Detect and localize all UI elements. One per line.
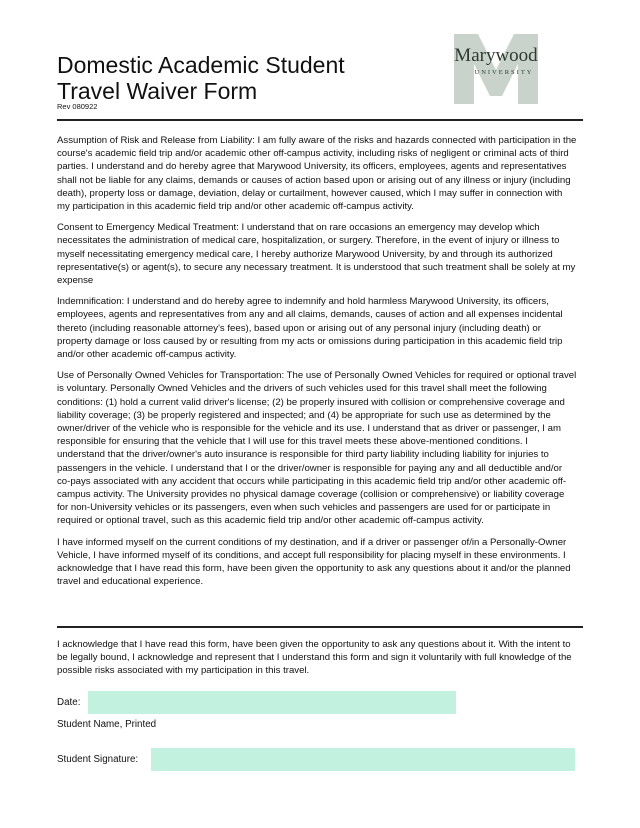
acknowledgement-paragraph: I acknowledge that I have read this form, have been given the opportunity to ask any questions about it. With the intent to be legally bound, I acknowledge and represent that I understand this form and sign it voluntarily with full knowledge of the possible risks associated with my participation in this travel. (57, 639, 572, 677)
section-text: I am fully aware of the risks and hazards connected with participation in the course's academic field trip and/or academic other off-campus activity, including risks of negligent or criminal acts of third parties. I understand and do hereby agree that Marywood University, its officers, employees, agents and representatives shall not be liable for any claims, demands or causes of action based upon or arising out of any illness or injury (including death), property loss or damage, deviation, delay or curtailment, however caused, which I may suffer in connection with my participation in this academic field trip and/or other academic off-campus activity. (57, 135, 577, 213)
logo-subtext: UNIVERSITY (474, 69, 534, 76)
logo-wordmark: Marywood (454, 45, 538, 66)
title-line-2: Travel Waiver Form (57, 78, 258, 104)
signature-label: Student Signature: (57, 754, 139, 765)
section-assumption-of-risk (57, 134, 577, 213)
revision-label: Rev 080922 (57, 102, 98, 111)
section-label: Assumption of Risk and Release from Liability: (57, 135, 255, 146)
date-field[interactable] (88, 691, 456, 714)
student-name-label: Student Name, Printed (57, 719, 157, 730)
section-text: I understand and do hereby agree to indemnify and hold harmless Marywood University, its officers, employees, agents and representatives from any and all claims, demands, causes of action and all expenses incidental thereto (including reasonable attorney's fees), based upon or arising out of any personal injury (including death) or property damage or loss caused by or resulting from my acts or omissions during participation in this academic field trip and/or other academic off-campus activity. (57, 296, 563, 361)
acknowledgement-text (57, 638, 577, 686)
section-vehicles (57, 369, 577, 527)
section-label: Consent to Emergency Medical Treatment: (57, 222, 239, 234)
section-informed (57, 536, 577, 589)
signature-field[interactable] (151, 748, 575, 771)
section-indemnification (57, 295, 577, 361)
section-text: I understand that on rare occasions an emergency may develop which necessitates the administration of medical care, hospitalization, or surgery. Therefore, in the event of injury or illness to myself necessitating emergency medical care, I hereby authorize Marywood University, by and through its authorized representative(s) or agent(s), to secure any necessary treatment. It is understood that such treatment shall be solely at my expense (57, 222, 576, 287)
title-line-1: Domestic Academic Student (57, 52, 345, 78)
page-title (57, 52, 345, 104)
section-text: The use of Personally Owned Vehicles for required or optional travel is voluntary. Personally Owned Vehicles and the drivers of such vehicles used for this travel shall meet the following conditions: (1) hold a current valid driver's license; (2) be properly insured with collision or comprehensive coverage and liability coverage; (3) be properly registered and inspected; and (4) be appropriate for such use as determined by the owner/driver of the vehicle who is responsible for the vehicle and its use. I understand that as driver or passenger, I am responsible for ensuring that the vehicle that I will use for this travel meets these above-mentioned conditions. I understand that the driver/owner's auto insurance is responsible for third party liability including liability for injuries to passengers in the vehicle. I understand that I or the driver/owner is responsible for paying any and all deductible and/or co-pays associated with any accident that occurs while participating in this academic field trip and/or other academic off-campus activity. The University provides no physical damage coverage (collision or comprehensive) or liability coverage for non-University vehicles or its passengers, even when such vehicles and passengers are used for or participate in required or optional travel, such as this academic field trip and/or other academic off-campus activity. (57, 370, 577, 527)
waiver-body (57, 134, 577, 597)
date-label: Date: (57, 697, 81, 708)
section-label: Use of Personally Owned Vehicles for Transportation: (57, 370, 285, 382)
section-medical-consent (57, 221, 577, 287)
section-label: Indemnification: (57, 296, 125, 308)
header-divider (57, 119, 583, 121)
section-text: I have informed myself on the current conditions of my destination, and if a driver or passenger of/in a Personally-Owner Vehicle, I have informed myself of its conditions, and accept full responsibility for placing myself in these environments. I acknowledge that I have read this form, have been given the opportunity to ask any questions about it and/or the planned travel and educational experience. (57, 536, 571, 588)
marywood-m-logo-icon (452, 30, 540, 106)
acknowledgement-divider (57, 626, 583, 628)
